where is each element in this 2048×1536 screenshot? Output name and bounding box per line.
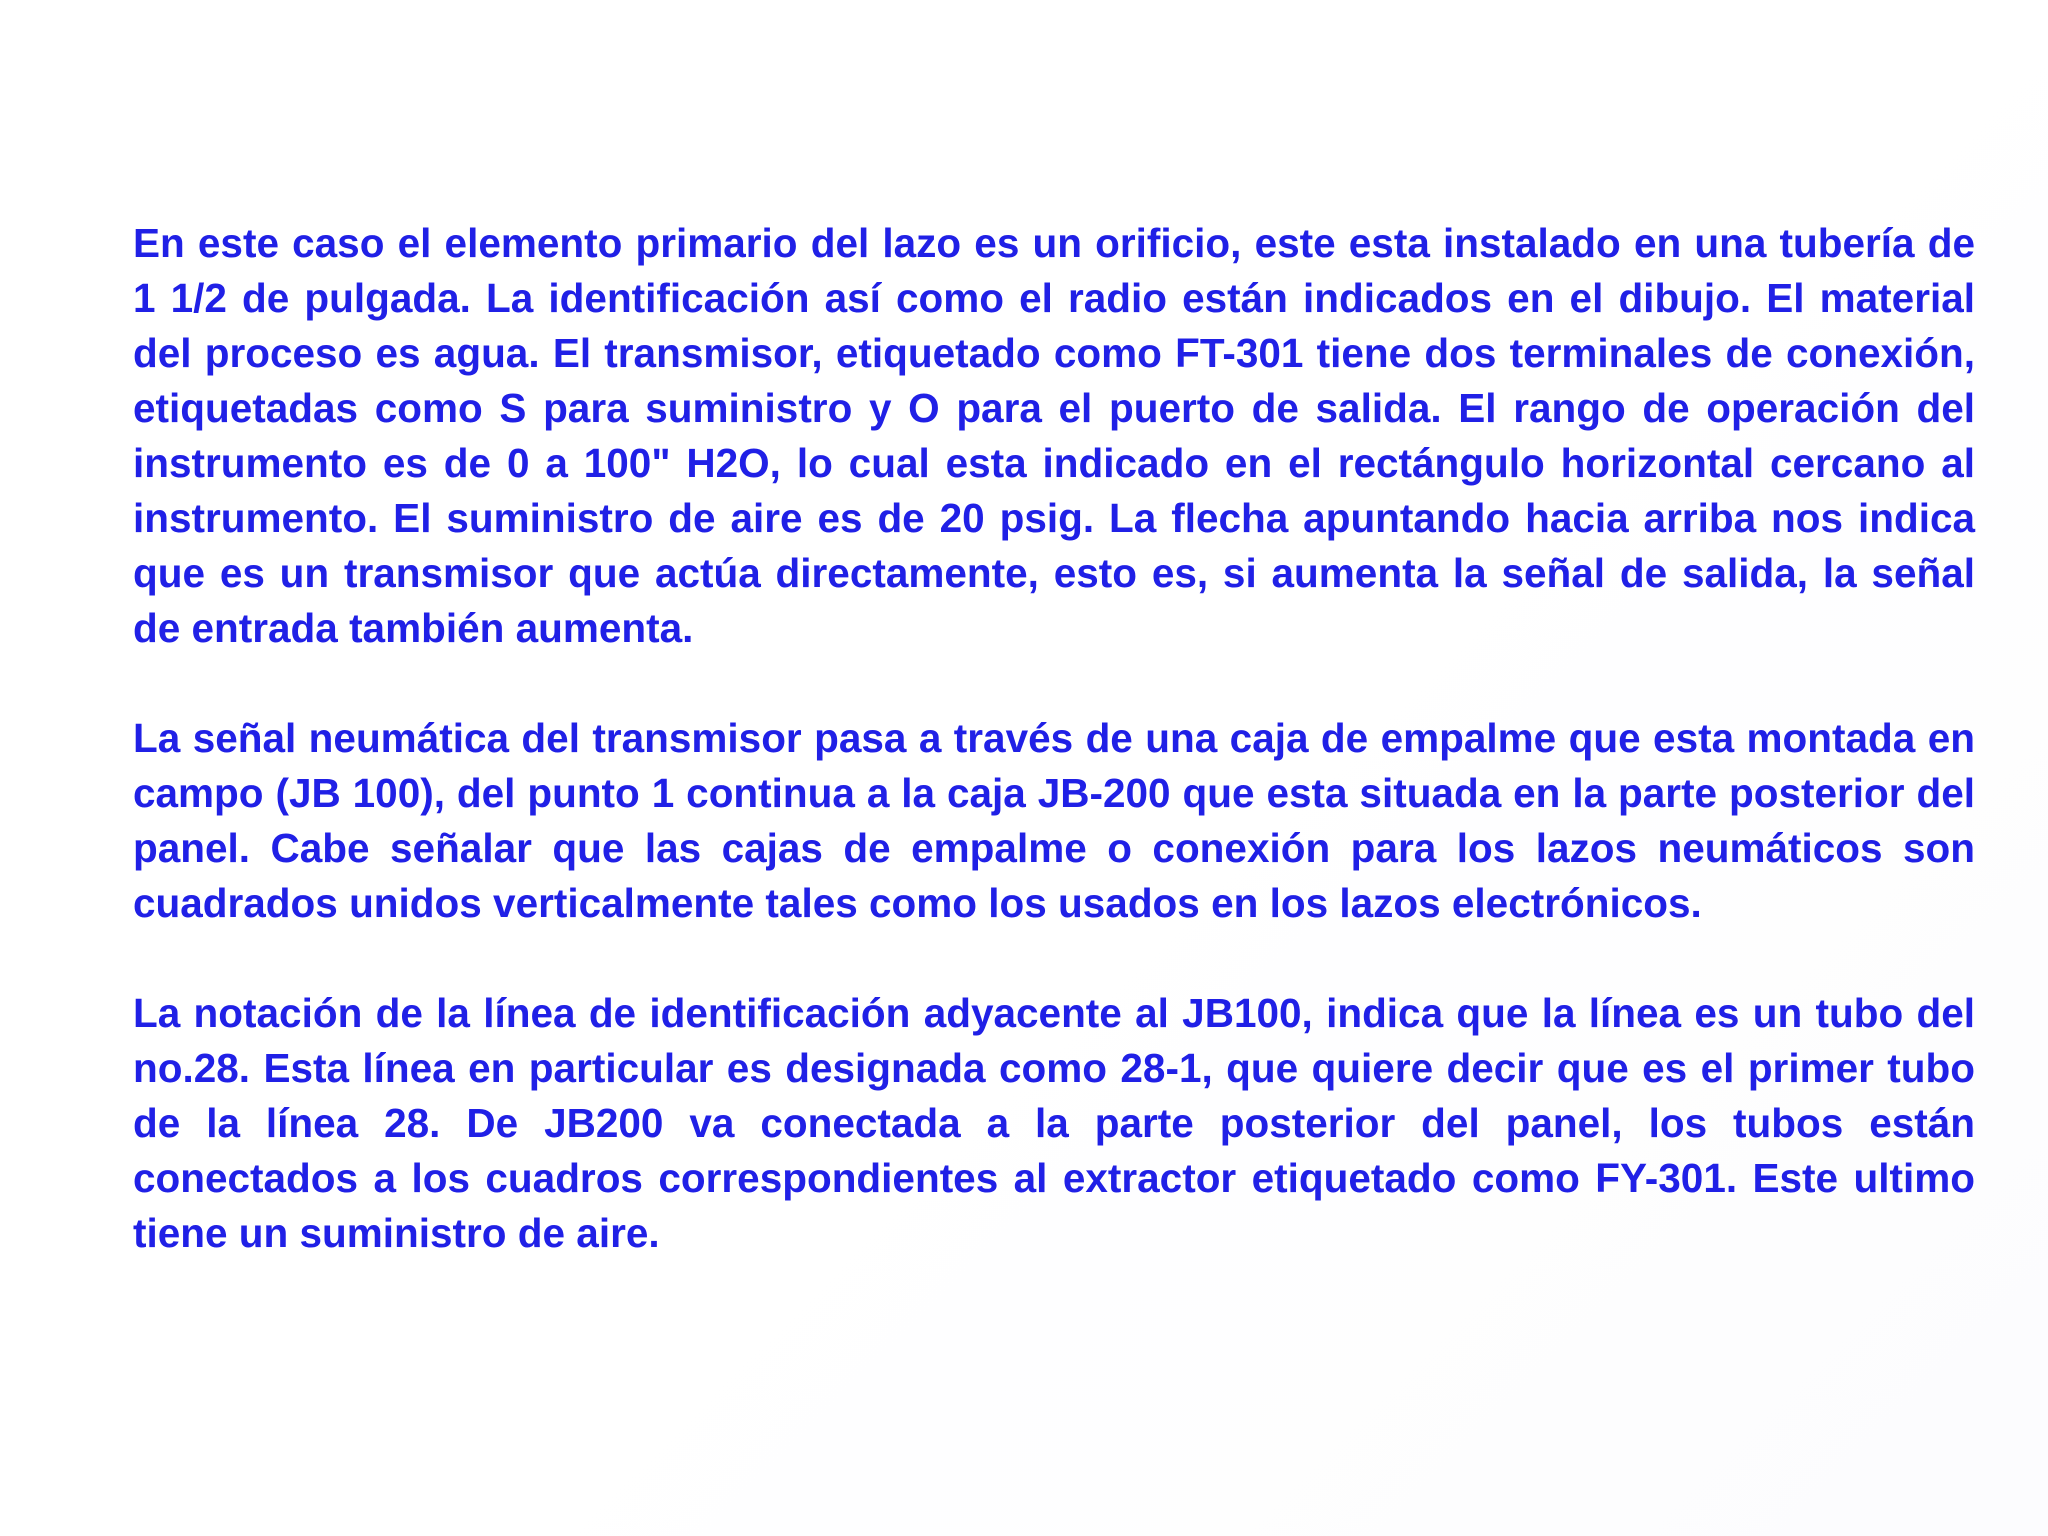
paragraph-line-identification: La notación de la línea de identificación adyacente al JB100, indica que la línea es un tubo del no.28. Esta línea en particular es designada como 28-1, que quiere decir que es el primer tubo de la línea 28. De JB200 va conectada a la parte posterior del panel, los tubos están conectados a los cuadros correspondientes al extractor etiquetado como FY-301. Este ultimo tiene un suministro de aire. (133, 990, 1975, 1256)
text-body (133, 216, 1975, 1261)
paragraph-junction-boxes: La señal neumática del transmisor pasa a través de una caja de empalme que esta montada en campo (JB 100), del punto 1 continua a la caja JB-200 que esta situada en la parte posterior del panel. Cabe señalar que las cajas de empalme o conexión para los lazos neumáticos son cuadrados unidos verticalmente tales como los usados en los lazos electrónicos. (133, 715, 1975, 926)
paragraph-orifice-transmitter: En este caso el elemento primario del lazo es un orificio, este esta instalado en una tubería de 1 1/2 de pulgada. La identificación así como el radio están indicados en el dibujo. El material del proceso es agua. El transmisor, etiquetado como FT-301 tiene dos terminales de conexión, etiquetadas como S para suministro y O para el puerto de salida. El rango de operación del instrumento es de 0 a 100" H2O, lo cual esta indicado en el rectángulo horizontal cercano al instrumento. El suministro de aire es de 20 psig. La flecha apuntando hacia arriba nos indica que es un transmisor que actúa directamente, esto es, si aumenta la señal de salida, la señal de entrada también aumenta. (133, 220, 1975, 651)
